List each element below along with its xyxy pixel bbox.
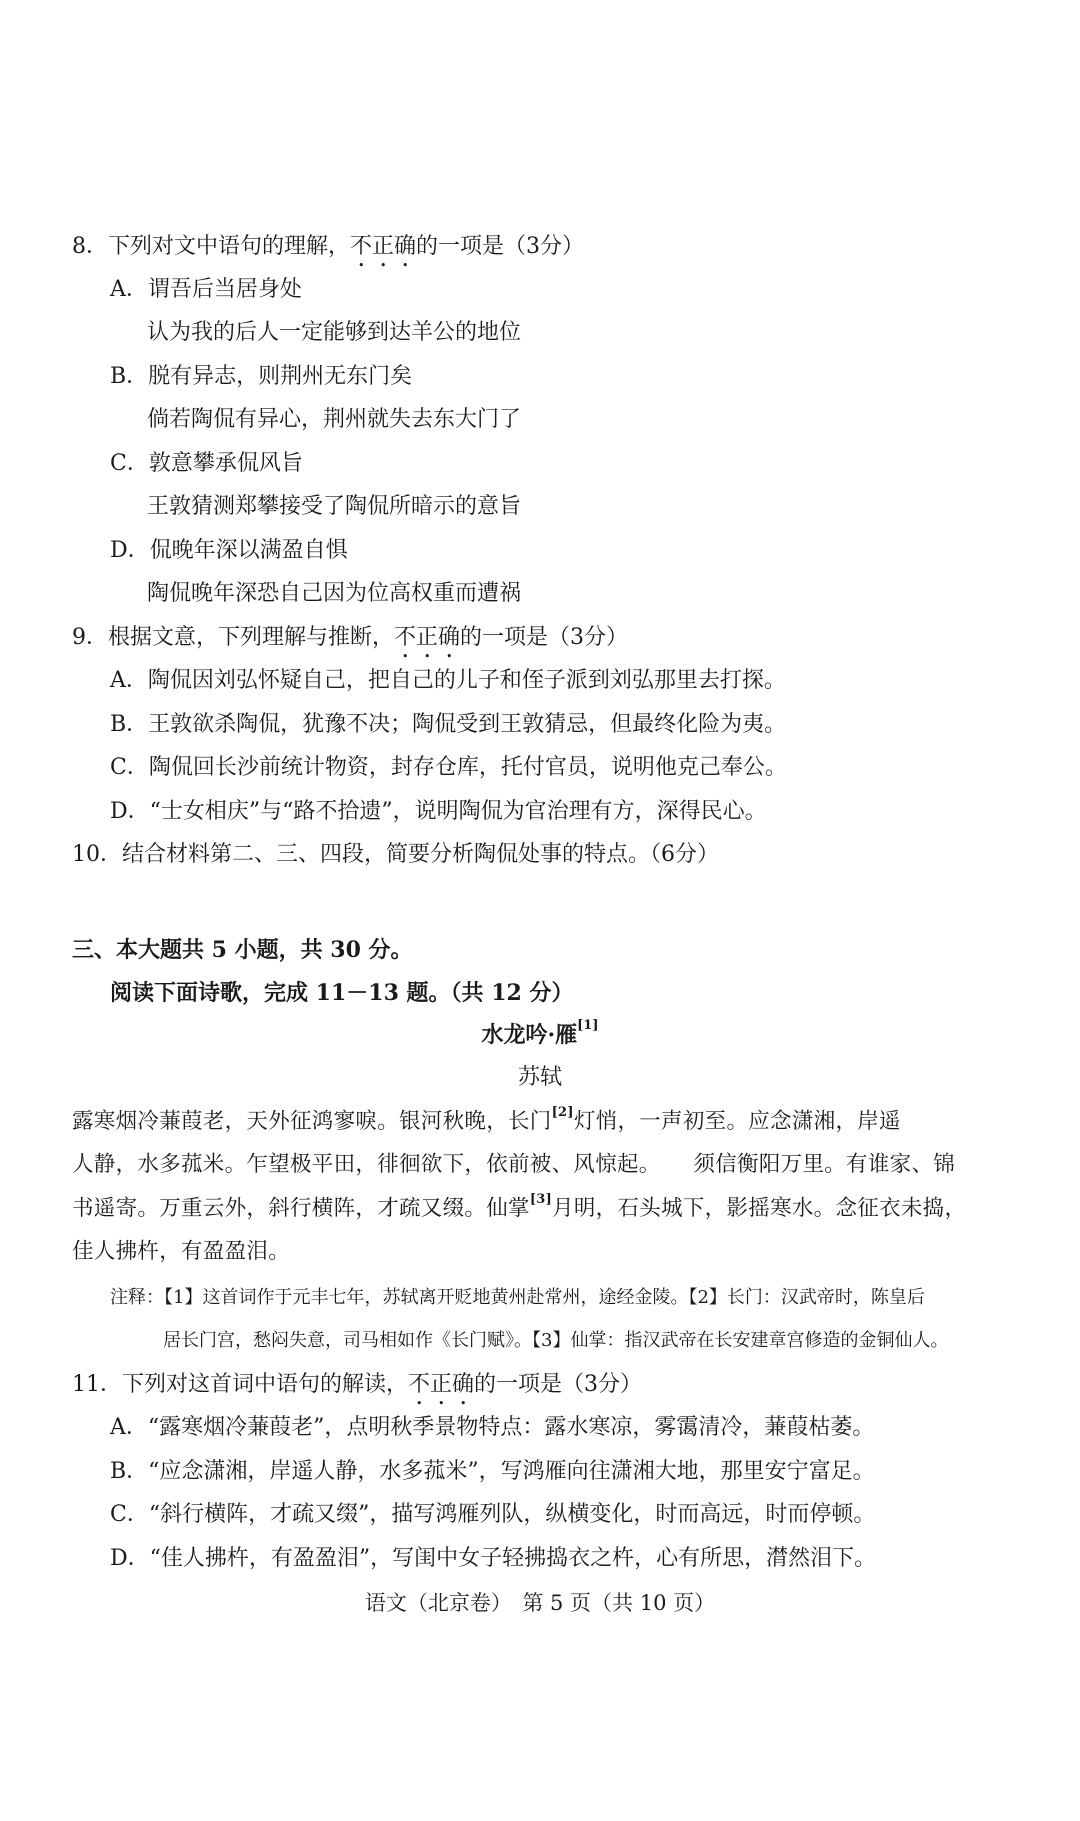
poem-line-3-part-1: 书遥寄。万重云外，斜行横阵，才疏又缀。仙掌: [72, 1196, 530, 1221]
poem-note-2: 居长门宫，愁闷失意，司马相如作《长门赋》。【3】仙掌：指汉武帝在长安建章宫修造的金铜仙人。: [163, 1330, 949, 1351]
page-footer: 语文（北京卷） 第 5 页（共 10 页）: [364, 1591, 716, 1615]
poem-line-1-part-2: 灯悄，一声初至。应念潇湘，岸遥: [573, 1109, 901, 1134]
q9-option-d: D．“士女相庆”与“路不拾遗”，说明陶侃为官治理有方，深得民心。: [110, 799, 767, 824]
poem-title-note: [1]: [577, 1018, 599, 1033]
poem-line-3-part-2: 月明，石头城下，影摇寒水。念征衣未捣，: [552, 1196, 967, 1221]
poem-author: 苏轼: [517, 1065, 562, 1090]
q9-option-a: A．陶侃因刘弘怀疑自己，把自己的儿子和侄子派到刘弘那里去打探。: [110, 668, 786, 693]
poem-line-1: [72, 1107, 1012, 1137]
q9-stem: [72, 623, 628, 663]
q8-stem-pre: 8．下列对文中语句的理解，: [72, 234, 350, 259]
q11-stem-emphasis: 不正确: [408, 1372, 475, 1397]
q8-option-a: A．谓吾后当居身处: [110, 277, 302, 302]
poem-line-1-part-1: 露寒烟冷蒹葭老，天外征鸿寥唳。银河秋晚，长门: [72, 1109, 552, 1134]
poem-line-3: [72, 1194, 1012, 1224]
poem-note-1: 注释：【1】这首词作于元丰七年，苏轼离开贬地黄州赴常州，途经金陵。【2】长门：汉武帝时，陈皇后: [110, 1287, 925, 1308]
q8-option-b: B．脱有异志，则荆州无东门矣: [110, 364, 413, 389]
q8-option-d-meaning: 陶侃晚年深恐自己因为位高权重而遭祸: [147, 581, 522, 606]
poem-note-ref-3: [3]: [529, 1192, 553, 1207]
q8-option-b-meaning: 倘若陶侃有异心，荆州就失去东大门了: [147, 407, 522, 432]
poem-title-text: 水龙吟·雁: [481, 1022, 578, 1048]
q11-stem: [72, 1370, 642, 1410]
section-3-heading: 三、本大题共 5 小题，共 30 分。: [72, 937, 413, 963]
q11-stem-pre: 11．下列对这首词中语句的解读，: [72, 1372, 408, 1397]
q9-option-c: C．陶侃回长沙前统计物资，封存仓库，托付官员，说明他克己奉公。: [110, 755, 787, 780]
q8-option-a-meaning: 认为我的后人一定能够到达羊公的地位: [147, 320, 522, 345]
poem-line-2: 人静，水多菰米。乍望极平田，徘徊欲下，依前被、风惊起。 须信衡阳万里。有谁家、锦: [72, 1152, 956, 1177]
q11-option-c: C．“斜行横阵，才疏又缀”，描写鸿雁列队，纵横变化，时而高远，时而停顿。: [110, 1502, 876, 1527]
q8-stem-post: 的一项是（3分）: [416, 234, 585, 259]
q8-stem-emphasis: 不正确: [350, 234, 417, 259]
q11-option-d: D．“佳人拂杵，有盈盈泪”，写闺中女子轻拂捣衣之杵，心有所思，潸然泪下。: [110, 1546, 877, 1571]
q10-stem: 10．结合材料第二、三、四段，简要分析陶侃处事的特点。（6分）: [72, 842, 719, 867]
q11-option-a: A．“露寒烟冷蒹葭老”，点明秋季景物特点：露水寒凉，雾霭清冷，蒹葭枯萎。: [110, 1415, 875, 1440]
poem-title: [0, 1020, 1080, 1050]
q8-option-c-meaning: 王敦猜测郑攀接受了陶侃所暗示的意旨: [147, 494, 522, 519]
q11-stem-post: 的一项是（3分）: [474, 1372, 643, 1397]
q11-option-b: B．“应念潇湘，岸遥人静，水多菰米”，写鸿雁向往潇湘大地，那里安宁富足。: [110, 1459, 875, 1484]
q9-option-b: B．王敦欲杀陶侃，犹豫不决；陶侃受到王敦猜忌，但最终化险为夷。: [110, 712, 787, 737]
q9-stem-post: 的一项是（3分）: [460, 625, 629, 650]
poem-line-4: 佳人拂杵，有盈盈泪。: [72, 1239, 291, 1264]
q8-option-d: D．侃晚年深以满盈自惧: [110, 538, 348, 563]
q8-stem: [72, 232, 584, 272]
q8-option-c: C．敦意攀承侃风旨: [110, 451, 303, 476]
poem-note-ref-2: [2]: [551, 1105, 574, 1120]
section-3-instruction: 阅读下面诗歌，完成 11－13 题。（共 12 分）: [110, 980, 574, 1006]
q9-stem-emphasis: 不正确: [394, 625, 461, 650]
q9-stem-pre: 9．根据文意，下列理解与推断，: [72, 625, 394, 650]
